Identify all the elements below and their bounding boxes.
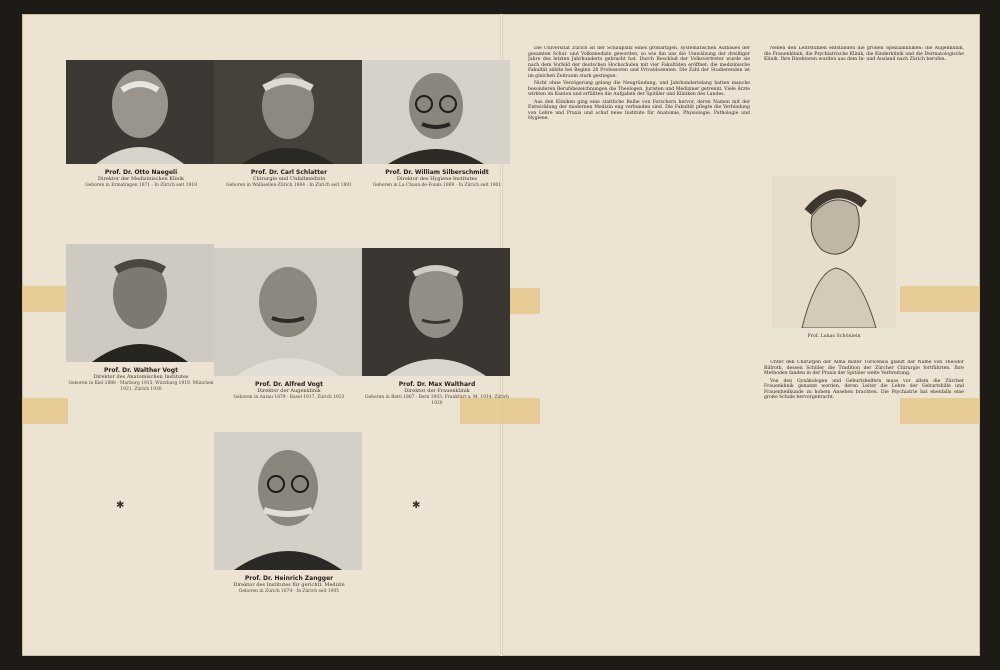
profile-card [214, 60, 364, 189]
article-column [764, 360, 964, 616]
article-paragraph: Von den Gynäkologen und Geburtshelfern muss vor allem die Zürcher Frauenklinik genannt werden, deren Leiter die Lehre der Geburtshilfe und Frauenheilkunde zu hohem Ansehen brachten. Die Psychiatrie hat ebenfalls eine große Schule hervorgebracht. [764, 378, 964, 400]
article-paragraph: Neben den Lehrstühlen entstanden die großen Spezialkliniken: die Augenklinik, die Frauenklinik, die Psychiatrische Klinik, die Kinderklinik und die Dermatologische Klinik. Ihre Direktoren wurden aus dem In- und Ausland nach Zürich berufen. [764, 46, 964, 62]
profile-card [214, 432, 364, 595]
portrait-photo [214, 432, 362, 570]
portrait-photo [362, 248, 510, 376]
tape-strip [22, 286, 68, 312]
portrait-photo [362, 60, 510, 164]
profile-info: Geboren in La Chaux-de-Fonds 1869 · In Zürich seit 1901 [372, 182, 502, 188]
profile-info: Geboren in Zürich 1874 · In Zürich seit 1905 [238, 588, 340, 594]
profile-name: Prof. Dr. Alfred Vogt [255, 381, 323, 388]
profile-role: Direktor des Anatomischen Institutes [93, 374, 189, 380]
article-column [528, 46, 750, 616]
profile-card [66, 244, 216, 393]
portrait-photo [66, 244, 214, 362]
profile-name: Prof. Dr. Carl Schlatter [250, 169, 328, 176]
tape-strip [900, 286, 980, 312]
profile-info: Geboren in Ermatingen 1871 · In Zürich seit 1918 [85, 182, 197, 188]
profile-card [362, 248, 512, 407]
profile-role: Direktor der Augenklinik [257, 388, 321, 394]
profile-role: Chirurgie und Unfallmedizin [252, 176, 326, 182]
asterisk-ornament-icon: ✱ [412, 500, 421, 511]
article-column [764, 46, 964, 174]
article-paragraph: Die Universität Zürich ist der Schauplatz eines großartigen, systematischen Aufbaues der gesamten Schul- und Volksmedizin geworden, so wie ihn uns die Umwälzung der dreißiger Jahre des letzten Jahrhunderts gebracht hat. Durch Beschluß der Volksvertreter wurde sie nach dem Vorbild der deutschen Hochschulen mit vier Fakultäten eröffnet; die medizinische Fakultät zählte bei Beginn 28 Professoren und Privatdozenten. Die Zahl der Studierenden ist im gleichen Zeitraum stark gestiegen. [528, 46, 750, 79]
portrait-photo [214, 60, 362, 164]
profile-info: Geboren in Aarau 1879 · Basel 1917, Zürich 1923 [233, 394, 345, 400]
profile-role: Direktor des Institutes für gerichtl. Medizin [233, 582, 345, 588]
portrait-photo [214, 248, 362, 376]
profile-info: Geboren in Bern 1867 · Bern 1903, Frankfurt a. M. 1914, Zürich 1920 [364, 394, 510, 406]
profile-info: Geboren in Wallisellen-Zürich 1864 · In Zürich seit 1891 [226, 182, 352, 188]
tape-strip [22, 398, 68, 424]
schoenlein-portrait [772, 176, 896, 328]
profile-card [214, 248, 364, 401]
profile-name: Prof. Dr. Max Walthard [398, 381, 476, 388]
profile-name: Prof. Dr. William Silberschmidt [385, 169, 489, 176]
profile-name: Prof. Dr. Heinrich Zangger [244, 575, 334, 582]
profile-card [362, 60, 512, 189]
portrait-caption: Prof. Lukas Schönlein [807, 334, 861, 339]
article-paragraph: Aus den Kliniken ging eine stattliche Reihe von Forschern hervor, deren Namen mit der Entwicklung der modernen Medizin eng verbunden sind. Die Fakultät pflegte die Verbindung von Lehre und Praxis und schuf neue Institute für Anatomie, Physiologie, Pathologie und Hygiene. [528, 99, 750, 121]
article-paragraph: Nicht ohne Verzögerung gelang die Neugründung, und Jahrhundertelang hatten manche besonderen Berufsbezeichnungen die Theologen, Juristen und Mediziner getrennt. Viele Ärzte wirkten im Kanton und erfüllten die Aufgaben der Spitäler und Kliniken des Landes. [528, 81, 750, 97]
profile-role: Direktor der Frauenklinik [404, 388, 470, 394]
asterisk-ornament-icon: ✱ [116, 500, 125, 511]
profile-role: Direktor des Hygiene-Institutes [396, 176, 478, 182]
profile-role: Direktor der Medizinischen Klinik [97, 176, 185, 182]
profile-name: Prof. Dr. Otto Naegeli [104, 169, 178, 176]
profile-name: Prof. Dr. Walther Vogt [104, 367, 178, 374]
profile-card [66, 60, 216, 189]
profile-info: Geboren in Kiel 1888 · Marburg 1915, Würzburg 1918, München 1921, Zürich 1930 [68, 380, 214, 392]
article-paragraph: Unter den Chirurgen der Alma mater Turicensis glänzt der Name von Theodor Billroth, dessen Schüler die Tradition der Zürcher Chirurgie fortführten. Ihre Methoden fanden in der Praxis der Spitäler weite Verbreitung. [764, 360, 964, 376]
portrait-photo [66, 60, 214, 164]
